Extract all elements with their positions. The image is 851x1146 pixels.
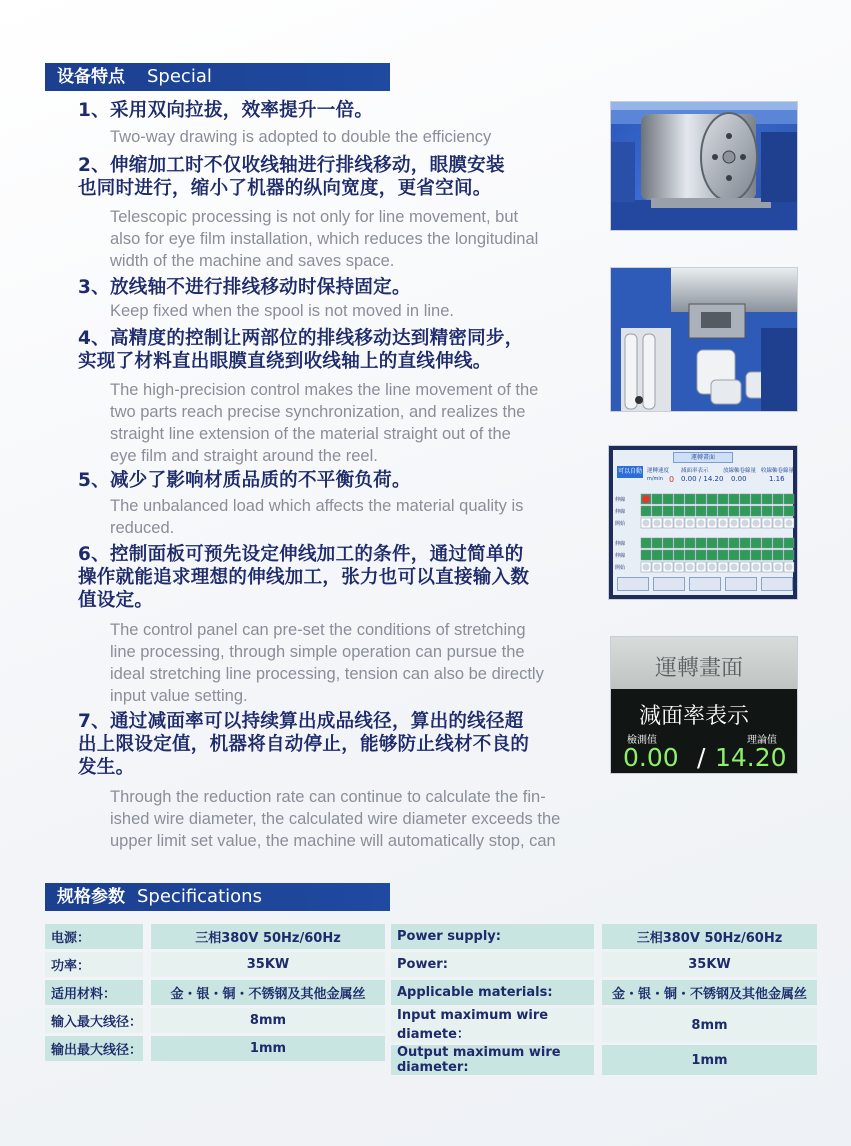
grid-cell — [696, 550, 706, 560]
grid-cell — [740, 550, 750, 560]
spec-value: 8mm — [151, 1008, 385, 1033]
grid-cell — [762, 494, 772, 504]
grid-cell — [674, 506, 684, 516]
speed-value: 0 — [669, 475, 675, 484]
row-label: 開始 — [615, 521, 626, 527]
drum-illustration — [611, 102, 798, 231]
grid-cell — [652, 550, 662, 560]
grid-cell — [740, 506, 750, 516]
grid-lamp — [665, 520, 672, 527]
grid-cell — [784, 538, 794, 548]
spec-label: Power supply: — [391, 924, 594, 949]
grid-cell — [707, 506, 717, 516]
feature-3-zh: 3、放线轴不进行排线移动时保持固定。 — [78, 277, 411, 298]
panel-softkeys — [617, 577, 793, 591]
row-label: 開始 — [615, 565, 626, 571]
spec-value: 三相380V 50Hz/60Hz — [602, 924, 817, 949]
grid-lamp — [786, 520, 793, 527]
spec-label: Input maximum wire diamete： — [391, 1008, 594, 1042]
zoom-subtitle: 減面率表示 — [639, 704, 750, 729]
softkey[interactable] — [617, 577, 649, 591]
grid-cell — [663, 506, 673, 516]
spec-row — [391, 1045, 817, 1075]
spec-value: 35KW — [602, 952, 817, 977]
feature-5-zh: 5、减少了影响材质品质的不平衡负荷。 — [78, 470, 411, 491]
machine-drum-photo — [610, 101, 798, 231]
grid-lamp — [698, 520, 705, 527]
grid-cell — [674, 538, 684, 548]
spec-label: Output maximum wire diameter: — [391, 1045, 594, 1075]
grid-cell — [751, 538, 761, 548]
grid-cell — [773, 494, 783, 504]
zoom-screen-top — [611, 637, 798, 689]
grid-lamp — [654, 520, 661, 527]
col-speed-label: 運轉速度 — [647, 468, 670, 474]
grid-cell — [718, 550, 728, 560]
grid-cell — [718, 506, 728, 516]
feature-4-en: The high-precision control makes the line movement of the two parts reach precise synchronization, and realizes the straight line extension of the material straight out of the eye film and straight around the reel. — [110, 381, 539, 465]
panel-title: 運轉畫面 — [673, 452, 733, 463]
grid-lamp — [676, 520, 683, 527]
grid-cell — [784, 506, 794, 516]
grid-cell — [685, 506, 695, 516]
theory-label: 理論值 — [747, 735, 777, 746]
spec-row — [45, 924, 385, 949]
spec-value: 8mm — [602, 1008, 817, 1042]
reduction-rate-screen-photo — [610, 636, 798, 774]
control-panel-photo — [608, 445, 798, 600]
grid-cell — [652, 538, 662, 548]
row-label: 伸線 — [615, 497, 626, 503]
spec-label: 电源： — [45, 924, 143, 949]
grid-cell — [751, 506, 761, 516]
spec-label: 输出最大线径： — [45, 1036, 143, 1061]
grid-lamp — [687, 520, 694, 527]
grid-lamp — [676, 564, 683, 571]
grid-cell — [729, 550, 739, 560]
grid-cell — [773, 550, 783, 560]
row-label: 伸線 — [615, 553, 626, 559]
grid-cell — [652, 506, 662, 516]
special-section-header — [45, 63, 390, 91]
spec-label: Power: — [391, 952, 594, 977]
grid-cell — [641, 550, 651, 560]
spec-label: Applicable materials: — [391, 980, 594, 1005]
grid-lamp — [731, 520, 738, 527]
panel-screen — [613, 450, 793, 595]
spec-row — [45, 952, 385, 977]
grid-cell — [663, 538, 673, 548]
grid-cell — [674, 494, 684, 504]
grid-cell — [641, 506, 651, 516]
softkey[interactable] — [725, 577, 757, 591]
reduction-value: 0.00 / 14.20 — [681, 475, 724, 483]
feature-4-zh: 4、高精度的控制让两部位的排线移动达到精密同步， 实现了材料直出眼膜直绕到收线轴上的直线伸线。 — [78, 328, 524, 372]
grid-cell — [773, 506, 783, 516]
spec-row — [391, 1008, 817, 1042]
grid-lamp — [764, 520, 771, 527]
special-header-zh: 设备特点 — [57, 67, 125, 87]
grid-lamp — [698, 564, 705, 571]
spec-value: 金・银・铜・不锈钢及其他金属丝 — [602, 980, 817, 1005]
grid-lamp — [775, 520, 782, 527]
row-label: 伸線 — [615, 509, 626, 515]
spec-value: 1mm — [602, 1045, 817, 1075]
grid-cell — [707, 538, 717, 548]
grid-lamp — [709, 520, 716, 527]
spec-table-en — [391, 921, 817, 1078]
measured-label: 檢測值 — [627, 735, 657, 746]
grid-cell — [663, 494, 673, 504]
grid-cell — [696, 538, 706, 548]
feature-1-en: Two-way drawing is adopted to double the efficiency — [110, 128, 492, 146]
takeup-value: 1.16 — [769, 475, 785, 483]
grid-cell — [696, 506, 706, 516]
feature-7-zh: 7、通过减面率可以持续算出成品线径，算出的线径超 出上限设定值，机器将自动停止，能够防止线材不良的 发生。 — [78, 711, 530, 778]
grid-cell — [652, 494, 662, 504]
grid-lamp — [643, 520, 650, 527]
grid-cell — [696, 494, 706, 504]
grid-cell — [641, 538, 651, 548]
spec-label: 功率： — [45, 952, 143, 977]
grid-cell — [718, 494, 728, 504]
panel-readouts — [647, 466, 795, 488]
zoom-title: 運轉畫面 — [655, 656, 744, 681]
special-header-en: Special — [147, 66, 212, 87]
feature-5-en: The unbalanced load which affects the material quality is reduced. — [110, 497, 524, 537]
grid-cell — [674, 550, 684, 560]
spec-row — [45, 1008, 385, 1033]
speed-unit: m/min — [647, 476, 663, 482]
spec-value: 1mm — [151, 1036, 385, 1061]
grid-lamp — [742, 564, 749, 571]
feature-2-zh: 2、伸缩加工时不仅收线轴进行排线移动，眼膜安装 也同时进行，缩小了机器的纵向宽度，更省空间。 — [78, 155, 505, 199]
grid-cell — [663, 550, 673, 560]
softkey[interactable] — [689, 577, 721, 591]
grid-lamp — [643, 564, 650, 571]
feature-6-zh: 6、控制面板可预先设定伸线加工的条件，通过简单的 操作就能追求理想的伸线加工，张力也可以直接输入数 值设定。 — [78, 544, 530, 611]
col-reduction-label: 減面率表示 — [681, 468, 709, 474]
panel-row-labels — [615, 490, 639, 584]
grid-lamp — [731, 564, 738, 571]
grid-cell — [784, 550, 794, 560]
grid-lamp — [654, 564, 661, 571]
spec-value: 35KW — [151, 952, 385, 977]
grid-cell — [729, 538, 739, 548]
value-separator: / — [697, 743, 706, 772]
spec-header-en: Specifications — [137, 886, 262, 907]
payoff-value: 0.00 — [731, 475, 747, 483]
panel-status-grid — [615, 488, 795, 584]
grid-cell — [685, 550, 695, 560]
feature-1-zh: 1、采用双向拉拔，效率提升一倍。 — [78, 100, 374, 121]
grid-lamp — [764, 564, 771, 571]
spec-label: 输入最大线径： — [45, 1008, 143, 1033]
theory-value: 14.20 — [715, 743, 787, 772]
spec-section-header — [45, 883, 390, 911]
alarm-lamp — [642, 495, 650, 503]
softkey[interactable] — [653, 577, 685, 591]
grid-cell — [740, 494, 750, 504]
grid-lamp — [775, 564, 782, 571]
feature-6-en: The control panel can pre-set the conditions of stretching line processing, through simple operation can pursue the ideal stretching line processing, tension can also be directly input value setting. — [110, 621, 544, 705]
row-label: 伸線 — [615, 541, 626, 547]
grid-cell — [707, 494, 717, 504]
grid-cell — [762, 538, 772, 548]
grid-lamp — [753, 564, 760, 571]
grid-cell — [685, 538, 695, 548]
grid-cell — [718, 538, 728, 548]
col-payoff-label: 放線軸卷線量 — [723, 468, 757, 474]
feature-3-en: Keep fixed when the spool is not moved in line. — [110, 302, 454, 320]
grid-cell — [762, 506, 772, 516]
spec-row — [391, 980, 817, 1005]
spec-value: 金・银・铜・不锈钢及其他金属丝 — [151, 980, 385, 1005]
guide-rollers-photo — [610, 267, 798, 412]
grid-cell — [762, 550, 772, 560]
grid-lamp — [786, 564, 793, 571]
feature-7-en: Through the reduction rate can continue to calculate the fin- ished wire diameter, the calculated wire diameter exceeds the upper limit set value, the machine will automatically stop, can — [110, 788, 561, 850]
spec-table-zh — [45, 921, 385, 1064]
spec-header-zh: 规格参数 — [57, 887, 125, 907]
grid-cell — [784, 494, 794, 504]
grid-lamp — [687, 564, 694, 571]
grid-cell — [707, 550, 717, 560]
grid-cell — [751, 494, 761, 504]
spec-row — [391, 952, 817, 977]
feature-2-en: Telescopic processing is not only for line movement, but also for eye film installation, which reduces the longitudinal width of the machine and saves space. — [110, 208, 539, 270]
grid-lamp — [720, 564, 727, 571]
grid-lamp — [753, 520, 760, 527]
grid-cell — [751, 550, 761, 560]
measured-value: 0.00 — [623, 743, 679, 772]
softkey[interactable] — [761, 577, 793, 591]
spec-row — [45, 980, 385, 1005]
spec-value: 三相380V 50Hz/60Hz — [151, 924, 385, 949]
spec-row — [391, 924, 817, 949]
spec-row — [45, 1036, 385, 1061]
grid-cell — [740, 538, 750, 548]
rollers-illustration — [611, 268, 798, 412]
grid-lamp — [665, 564, 672, 571]
auto-mode-button[interactable]: 可以自動 — [617, 466, 643, 478]
grid-lamp — [742, 520, 749, 527]
grid-lamp — [709, 564, 716, 571]
spec-label: 适用材料： — [45, 980, 143, 1005]
grid-lamp — [720, 520, 727, 527]
grid-cell — [729, 494, 739, 504]
col-takeup-label: 收線軸卷線量 — [761, 468, 795, 474]
grid-cell — [773, 538, 783, 548]
zoom-screen-bottom — [611, 689, 798, 774]
grid-cell — [729, 506, 739, 516]
grid-cell — [685, 494, 695, 504]
